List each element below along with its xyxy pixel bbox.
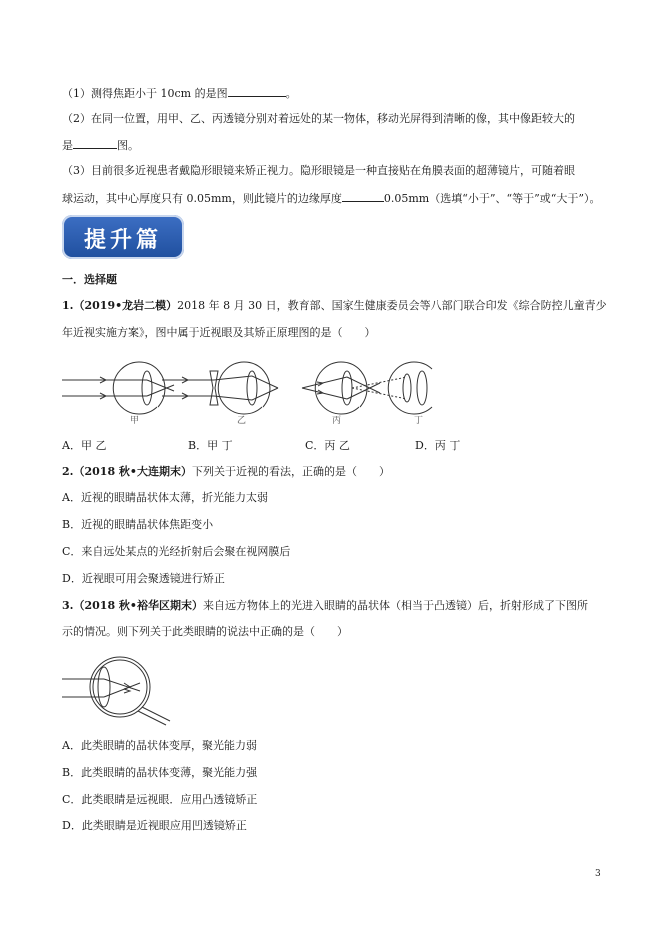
- intro-q2-text: 是: [62, 139, 73, 152]
- section-banner: [62, 215, 184, 259]
- section-title: 一．选择题: [62, 273, 117, 286]
- intro-q1: [62, 85, 297, 102]
- option-b[interactable]: B．近视的眼睛晶状体焦距变小: [62, 518, 214, 531]
- option-b[interactable]: B．此类眼睛的晶状体变薄，聚光能力强: [62, 766, 258, 779]
- option-c[interactable]: C．此类眼睛是远视眼．应用凸透镜矫正: [62, 793, 258, 806]
- question-1-line1: [62, 298, 607, 314]
- question-text: 2018 年 8 月 30 日，教育部、国家生健康委员会等八部门联合印发《综合防控儿童青少: [177, 299, 607, 312]
- answer-blank: [342, 190, 384, 202]
- question-source: （2018 秋•大连期末）: [73, 465, 192, 478]
- question-source: （2018 秋•裕华区期末）: [73, 599, 203, 612]
- question-text: 来自远方物体上的光进入眼睛的晶状体（相当于凸透镜）后，折射形成了下图所: [202, 599, 588, 612]
- question-number: 2.: [62, 465, 74, 478]
- intro-q3-text: 球运动，其中心厚度只有 0.05mm，则此镜片的边缘厚度: [62, 192, 342, 205]
- intro-q1-tail: 。: [285, 87, 297, 100]
- question-source: （2019•龙岩二模）: [73, 299, 178, 312]
- intro-q1-text: （1）测得焦距小于 10cm 的是图: [62, 87, 228, 100]
- intro-q2-line2: [62, 137, 139, 154]
- question-2-line1: [62, 464, 390, 480]
- question-3-line2: 示的情况。则下列关于此类眼睛的说法中正确的是（ ）: [62, 625, 348, 638]
- eye-figure-bing: [302, 362, 380, 414]
- question-text: 下列关于近视的看法，正确的是（ ）: [191, 465, 390, 478]
- eye-figure-yi: [162, 362, 278, 414]
- fig-label: 丙: [332, 416, 342, 426]
- question-number: 3.: [62, 599, 74, 612]
- option-c[interactable]: C．来自远处某点的光经折射后会聚在视网膜后: [62, 545, 291, 558]
- banner-label: 提升篇: [83, 228, 162, 253]
- option-b[interactable]: B．甲 丁: [188, 439, 233, 452]
- option-a[interactable]: A．近视的眼睛晶状体太薄，折光能力太弱: [62, 491, 268, 504]
- question-3-line1: [62, 598, 588, 614]
- option-d[interactable]: D．此类眼睛是近视眼应用凹透镜矫正: [62, 819, 247, 832]
- option-a[interactable]: A．此类眼睛的晶状体变厚，聚光能力弱: [62, 739, 257, 752]
- eye-diagram-1: [62, 355, 437, 427]
- eye-figure-ding: [352, 362, 432, 414]
- fig-label: 甲: [130, 416, 140, 426]
- fig-label: 丁: [414, 416, 424, 426]
- answer-blank: [73, 137, 117, 149]
- question-1-line2: 年近视实施方案》，图中属于近视眼及其矫正原理图的是（ ）: [62, 326, 376, 339]
- page-number: 3: [595, 869, 601, 879]
- option-d[interactable]: D．近视眼可用会聚透镜进行矫正: [62, 572, 225, 585]
- fig-label: 乙: [237, 416, 247, 426]
- intro-q3-line1: （3）目前很多近视患者戴隐形眼镜来矫正视力。隐形眼镜是一种直接贴在角膜表面的超薄镜片，可随着眼: [62, 164, 575, 177]
- answer-blank: [228, 85, 286, 97]
- question-number: 1.: [62, 299, 74, 312]
- option-d[interactable]: D．丙 丁: [415, 439, 461, 452]
- option-a[interactable]: A．甲 乙: [62, 439, 107, 452]
- eye-figure-jia: [62, 362, 174, 414]
- intro-q3-line2: [62, 190, 600, 207]
- eye-diagram-2: [62, 655, 182, 730]
- intro-q3-tail: 0.05mm（选填“小于”、“等于”或“大于”）。: [383, 192, 601, 205]
- intro-q2-line1: （2）在同一位置，用甲、乙、丙透镜分别对着远处的某一物体，移动光屏得到清晰的像，其中像距较大的: [62, 112, 575, 125]
- intro-q2-tail: 图。: [117, 139, 139, 152]
- option-c[interactable]: C．丙 乙: [305, 439, 350, 452]
